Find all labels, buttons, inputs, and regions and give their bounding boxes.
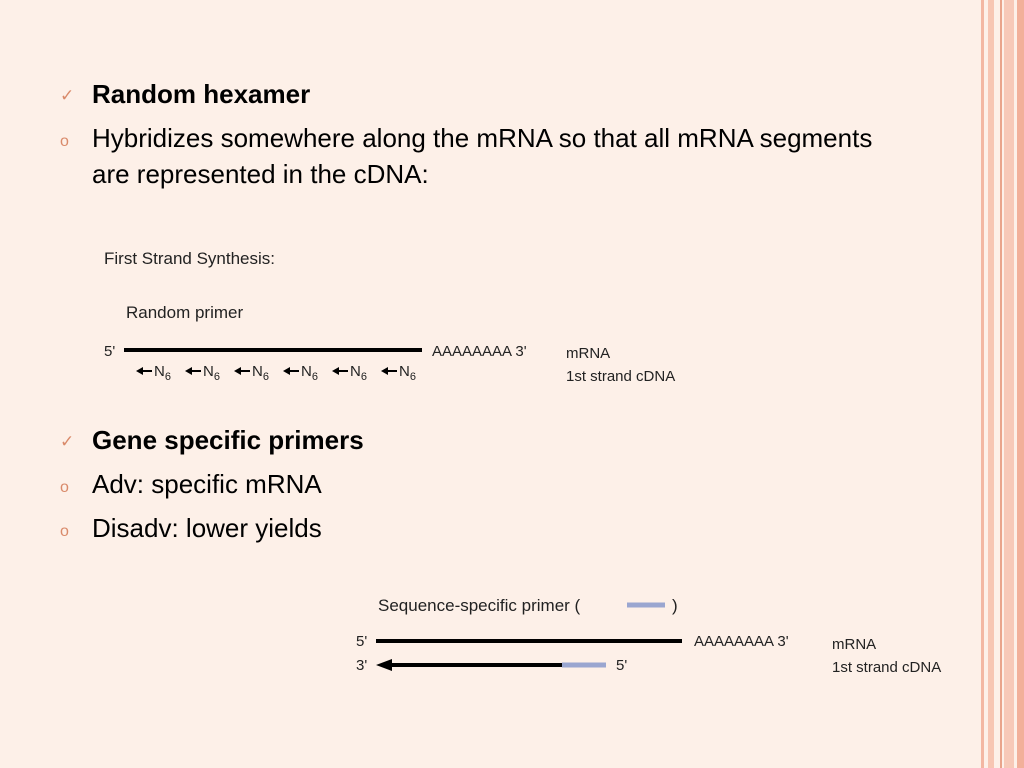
hexamer-label: $N_6$ [154,363,171,383]
first-strand-synthesis-figure [98,240,708,390]
text-adv: Adv: specific mRNA [92,469,322,499]
mrna-label: mRNA [832,636,877,653]
border-stripe [988,0,994,768]
hexamer-label: $N_6$ [350,363,367,383]
five-prime-label: 5' [356,633,368,650]
circle-bullet-icon: o [60,523,69,540]
border-stripe [1004,0,1014,768]
hexamer-primer [381,363,416,383]
hexamer-primer [234,363,269,383]
cdna-label: 1st strand cDNA [566,368,676,385]
arrowhead-icon [376,659,392,671]
border-stripe [1000,0,1002,768]
mrna-label: mRNA [566,345,611,362]
figure-title: First Strand Synthesis: [104,249,276,268]
arrowhead-icon [381,367,388,375]
heading-gene-specific: Gene specific primers [92,425,364,455]
hexamer-primer [185,363,220,383]
polya-tail: AAAAAAAA 3' [432,343,527,360]
polya-tail: AAAAAAAA 3' [694,633,789,650]
arrowhead-icon [136,367,143,375]
border-stripe [1017,0,1024,768]
hexamer-label: $N_6$ [301,363,318,383]
hexamer-primer [283,363,318,383]
decorative-border [976,0,1024,768]
arrowhead-icon [332,367,339,375]
arrowhead-icon [185,367,192,375]
random-primer-label: Random primer [126,303,244,322]
three-prime-label: 3' [356,657,368,674]
hexamer-label: $N_6$ [203,363,220,383]
end-five-prime-label: 5' [616,657,628,674]
text-hybridizes: Hybridizes somewhere along the mRNA so that all mRNA segments are represented in the cDNA: [92,123,873,189]
checkmark-icon: ✓ [60,432,75,451]
legend-label: Sequence-specific primer ( [378,596,581,615]
text-disadv: Disadv: lower yields [92,513,322,543]
hexamer-label: $N_6$ [252,363,269,383]
sequence-specific-figure [352,588,982,688]
circle-bullet-icon: o [60,479,69,496]
arrowhead-icon [283,367,290,375]
hexamer-primer [332,363,367,383]
checkmark-icon: ✓ [60,86,75,105]
heading-random-hexamer: Random hexamer [92,79,311,109]
hexamer-primers [136,363,416,383]
hexamer-primer [136,363,171,383]
circle-bullet-icon: o [60,133,69,150]
legend-close: ) [672,596,678,615]
five-prime-label: 5' [104,343,116,360]
hexamer-label: $N_6$ [399,363,416,383]
cdna-label: 1st strand cDNA [832,659,942,676]
arrowhead-icon [234,367,241,375]
